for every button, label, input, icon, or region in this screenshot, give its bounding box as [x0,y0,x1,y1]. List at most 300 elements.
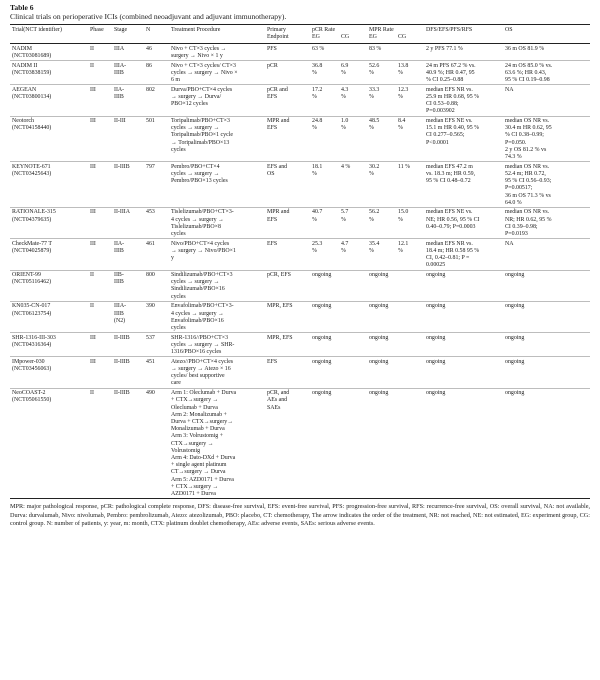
cell-text: 63.6 %; HR 0.43, [505,69,547,76]
cell-text: 40.7 [312,209,323,216]
cell-procedure [169,333,265,357]
cell-text: % [312,216,317,223]
cell-pcr-eg [310,388,339,499]
cell-text: AEs and [267,397,288,404]
cell-endpoint [265,333,310,357]
cell-text: ORIENT-99 [12,272,41,279]
cell-text: cycles [171,231,186,238]
cell-phase [88,357,112,388]
cell-text: RATIONALE-315 [12,209,56,216]
cell-text: 490 [146,390,155,397]
cell-text: 18.1 [312,163,323,170]
cell-text: 4.7 [341,240,349,247]
cell-procedure [169,239,265,270]
header-pcr-eg: pCR Rate EG [312,27,336,41]
header-dfs: DFS/EFS/PFS/RFS [426,27,473,33]
cell-pcr-cg [339,388,367,499]
table-row [10,116,590,162]
cell-text: ongoing [505,272,525,279]
cell-procedure [169,207,265,238]
cell-text: Durva/PBO+CT×4 cycles [171,86,233,93]
cell-text: 74.3 % [505,154,522,161]
cell-mpr-cg [396,301,424,332]
cell-text: ongoing [312,358,332,365]
cell-text: median OS NR vs. [505,163,550,170]
cell-text: EFS [267,240,278,247]
cell-text: ongoing [369,272,389,279]
cell-text: 390 [146,303,155,310]
cell-pcr-cg [339,301,367,332]
cell-text: 63 % [312,45,325,52]
cell-text: pCR, EFS [267,272,291,279]
cell-text: → surgery → Nivo/PBO×1 [171,247,236,254]
cell-text: surgery → Nivo × 1 y [171,52,223,59]
cell-procedure [169,357,265,388]
cell-pcr-eg [310,207,339,238]
cell-text: EFS and [267,163,288,170]
cell-text: 11 % [398,163,411,170]
cell-text: SHR-1316//PBO+CT×3 [171,334,229,341]
cell-text: CI, 0.42–0.81; P = [426,255,470,262]
cell-text: Atezo//PBO+CT×4 cycles [171,358,234,365]
cell-stage [112,162,144,208]
cell-mpr-eg [367,207,396,238]
cell-pcr-cg [339,270,367,301]
cell-text: Volrustomig [171,447,201,454]
cell-procedure [169,388,265,499]
cell-pcr-cg [339,239,367,270]
cell-procedure [169,116,265,162]
cell-stage [112,207,144,238]
cell-text: Arm 1: Oleclumab + Durva [171,390,237,397]
cell-pcr-eg [310,357,339,388]
cell-stage [112,44,144,61]
cell-trial [10,207,88,238]
cell-text: 36.8 [312,62,323,69]
cell-text: (NCT06123754) [12,310,52,317]
cell-text: % [312,247,317,254]
cell-text: pCR [267,62,278,69]
cell-text: 18.4 m; HR 0.58 95 % [426,247,480,254]
cell-text: ongoing [426,272,446,279]
cell-stage [112,357,144,388]
cell-text: % CI 0.38–0.99; [505,132,544,139]
cell-text: cycles → surgery → Nivo × [171,69,238,76]
cell-text: NA [505,240,514,247]
cell-text: Tislelizumab/PBO+CT×3- [171,209,234,216]
cell-text: 6 m [171,77,180,83]
table-header-row [10,25,590,44]
header-pcr-cg: CG [341,34,350,41]
cell-trial [10,85,88,116]
table-label: Table 6 [10,3,34,12]
cell-phase [88,333,112,357]
cell-procedure [169,162,265,208]
cell-text: Sindilizumab/PBO×16 [171,286,225,293]
cell-text: IIIB [114,279,124,286]
cell-text: 0.00025 [426,262,446,269]
cell-text: % [341,93,346,100]
cell-procedure [169,44,265,61]
cell-text: Envafolimab/PBO×16 [171,317,224,324]
cell-trial [10,61,88,85]
trials-table [10,24,590,499]
header-os: OS [505,27,513,33]
cell-text: 17.2 [312,86,323,93]
cell-stage [112,116,144,162]
cell-text: ongoing [426,390,446,397]
header-trial: Trial(NCT identifier) [12,27,62,33]
table-row [10,61,590,85]
cell-endpoint [265,44,310,61]
cell-text: II [90,45,94,52]
cell-dfs [424,85,503,116]
cell-text: median OS NR vs. [505,118,550,125]
cell-procedure [169,270,265,301]
cell-os [503,162,590,208]
cell-text: % [398,216,403,223]
cell-pcr-eg [310,85,339,116]
header-procedure: Treatment Procedure [171,27,221,33]
cell-text: pCR, and [267,390,290,397]
document-page [10,0,590,529]
cell-text: IIIB [114,247,124,254]
cell-os [503,357,590,388]
cell-text: EFS [267,125,278,132]
cell-text: 797 [146,163,155,170]
cell-text: 800 [146,272,155,279]
cell-text: Neotorch [12,118,34,125]
cell-text: OS [267,170,275,177]
cell-trial [10,333,88,357]
cell-text: Pembro/PBO+CT×4 [171,163,220,170]
cell-os [503,301,590,332]
cell-text: 83 % [369,45,382,52]
cell-text: (NCT04025879) [12,247,52,254]
cell-text: (NCT04158440) [12,125,52,132]
cell-procedure [169,61,265,85]
cell-text: % [369,216,374,223]
table-row [10,333,590,357]
cell-text: Envafolimab/PBO+CT×3- [171,303,234,310]
cell-text: ongoing [505,390,525,397]
cell-text: + CTX→surgery → [171,483,219,490]
cell-endpoint [265,301,310,332]
cell-text: 30.2 [369,163,380,170]
cell-text: AZD0171 + Durva [171,490,216,497]
cell-text: ongoing [312,334,332,341]
cell-text: % [398,69,403,76]
cell-text: IIB- [114,272,124,279]
cell-mpr-cg [396,116,424,162]
cell-text: 15.1 m HR 0.40, 95 % [426,125,480,132]
cell-text: IIIB [114,310,124,317]
cell-n [144,85,169,116]
cell-text: NADIM II [12,62,38,69]
cell-trial [10,116,88,162]
cell-text: 2 y PFS 77.1 % [426,45,463,52]
cell-pcr-eg [310,333,339,357]
cell-os [503,44,590,61]
cell-text: Arm 4: Dato-DXd + Durva [171,454,236,461]
cell-text: % [312,170,317,177]
cell-text: ongoing [369,358,389,365]
cell-text: % [341,247,346,254]
cell-text: PBO×12 cycles [171,101,208,108]
cell-stage [112,85,144,116]
cell-text: EFS [267,216,278,223]
cell-n [144,333,169,357]
cell-trial [10,162,88,208]
cell-text: (NCT03800134) [12,93,52,100]
cell-text: 56.2 [369,209,380,216]
cell-text: Pembro/PBO×13 cycles [171,178,228,185]
cell-text: ongoing [312,272,332,279]
cell-text: cycles [171,325,186,331]
cell-text: CI 0.53–0.88; [426,101,459,108]
cell-mpr-eg [367,239,396,270]
cell-text: MPR and [267,209,290,216]
cell-text: median EFS NR vs. [426,86,473,93]
cell-text: EFS [267,93,278,100]
cell-text: % [398,93,403,100]
cell-text: 4 cycles → surgery → [171,310,224,317]
cell-pcr-cg [339,207,367,238]
cell-text: II-IIIB [114,334,130,341]
table-row [10,357,590,388]
cell-text: ongoing [369,390,389,397]
cell-pcr-eg [310,162,339,208]
cell-mpr-cg [396,239,424,270]
cell-dfs [424,207,503,238]
header-endpoint: Primary Endpoint [267,27,289,41]
cell-phase [88,162,112,208]
cell-text: (NCT03838159) [12,69,52,76]
cell-text: % [398,125,403,132]
cell-text: CTX→surgery → [171,440,214,447]
table-row [10,85,590,116]
cell-os [503,61,590,85]
cell-mpr-eg [367,301,396,332]
cell-text: NE; HR 0.56, 95 % CI [426,216,480,223]
cell-text: SHR-1316-III-303 [12,334,56,341]
cell-text: Arm 2: Monalizumab + [171,411,227,418]
cell-pcr-eg [310,301,339,332]
cell-n [144,388,169,499]
cell-endpoint [265,85,310,116]
cell-text: Sindilizumab/PBO+CT×3 [171,272,233,279]
cell-text: IMpower-030 [12,358,45,365]
cell-text: 6.9 [341,62,349,69]
table-caption: Clinical trials on perioperative ICIs (combined neoadjuvant and adjuvant immunotherapy). [10,12,287,21]
table-row [10,388,590,499]
cell-text: ongoing [426,358,446,365]
cell-pcr-eg [310,239,339,270]
cell-trial [10,388,88,499]
cell-text: ongoing [426,303,446,310]
cell-text: III [90,358,96,365]
cell-pcr-cg [339,333,367,357]
cell-text: cycles [171,293,186,300]
cell-text: 802 [146,86,155,93]
cell-text: P=0.0193 [505,231,528,238]
cell-text: 2 y OS 81.2 % vs [505,146,547,153]
cell-text: 13.8 [398,62,409,69]
cell-n [144,357,169,388]
cell-text: 86 [146,62,152,69]
cell-text: NADIM [12,45,32,52]
cell-text: 95 % CI 0.48–0.72 [426,178,471,185]
cell-mpr-cg [396,388,424,499]
cell-text: pCR and [267,86,288,93]
cell-mpr-eg [367,270,396,301]
cell-text: Nivo/PBO+CT×4 cycles [171,240,230,247]
cell-stage [112,301,144,332]
cell-text: II-IIIB [114,390,130,397]
cell-dfs [424,61,503,85]
cell-mpr-eg [367,44,396,61]
cell-text: 52.4 m; HR 0.72, [505,170,546,177]
table-row [10,44,590,61]
cell-text: % [341,216,346,223]
cell-endpoint [265,270,310,301]
cell-pcr-cg [339,357,367,388]
table-body [10,44,590,499]
cell-text: CI 0.39–0.98; [505,223,538,230]
cell-text: 40.9 %; HR 0.47, 95 [426,69,475,76]
cell-stage [112,388,144,499]
cell-text: 25.3 [312,240,323,247]
cell-phase [88,270,112,301]
cell-text: IIIA [114,45,125,52]
cell-text: ongoing [312,303,332,310]
cell-text: (NCT04379635) [12,216,52,223]
cell-mpr-cg [396,162,424,208]
cell-dfs [424,388,503,499]
cell-mpr-eg [367,61,396,85]
table-row [10,162,590,208]
cell-text: II-IIIB [114,163,130,170]
cell-mpr-eg [367,333,396,357]
cell-stage [112,270,144,301]
cell-text: % [369,93,374,100]
cell-os [503,116,590,162]
cell-text: III [90,163,96,170]
cell-procedure [169,85,265,116]
cell-text: 537 [146,334,155,341]
cell-text: AEGEAN [12,86,37,93]
cell-text: II [90,303,94,310]
cell-mpr-eg [367,85,396,116]
cell-trial [10,239,88,270]
cell-text: EFS [267,358,278,365]
cell-endpoint [265,207,310,238]
cell-text: CI 0.277–0.565; [426,132,465,139]
cell-n [144,162,169,208]
cell-text: ongoing [426,334,446,341]
cell-text: III [90,240,96,247]
cell-text: + CTX→surgery → [171,397,219,404]
header-mpr-eg: MPR Rate EG [369,27,394,41]
cell-text: Monalizumab + Durva [171,426,225,433]
cell-text: MPR and [267,118,290,125]
cell-text: II-IIIB [114,358,130,365]
cell-text: PFS [267,45,277,52]
cell-procedure [169,301,265,332]
cell-text: II [90,62,94,69]
cell-text: Toripalimab/PBO+CT×3 [171,118,230,125]
cell-n [144,61,169,85]
cell-text: 4.3 [341,86,349,93]
cell-text: 12.3 [398,86,409,93]
cell-text: ongoing [369,334,389,341]
cell-text: ongoing [312,390,332,397]
cell-phase [88,239,112,270]
cell-text: IIIB [114,69,124,76]
cell-endpoint [265,239,310,270]
cell-os [503,239,590,270]
cell-text: (NCT03425643) [12,170,52,177]
cell-text: II [90,272,94,279]
cell-text: (NCT03081689) [12,52,52,59]
cell-text: 95 % CI 0.56–0.93; [505,178,552,185]
cell-text: % [341,125,346,132]
cell-n [144,44,169,61]
cell-text: 33.3 [369,86,380,93]
cell-text: P=0.003902 [426,108,455,115]
cell-stage [112,239,144,270]
cell-text: IIIA- [114,62,127,69]
cell-text: ongoing [505,303,525,310]
cell-dfs [424,239,503,270]
cell-phase [88,207,112,238]
cell-text: CT→surgery → Durva [171,469,226,476]
cell-text: (NCT04316364) [12,341,52,348]
cell-text: ongoing [505,358,525,365]
cell-endpoint [265,61,310,85]
cell-text: 1.0 [341,118,349,125]
cell-text: Toripalimab/PBO×1 cycle [171,132,233,139]
cell-mpr-cg [396,270,424,301]
cell-text: vs. 18.3 m; HR 0.59, [426,170,476,177]
cell-text: P<0.0001 [426,139,449,146]
cell-text: III [90,209,96,216]
cell-phase [88,61,112,85]
header-n: N [146,27,151,33]
cell-text: cycles → surgery → SHR- [171,341,235,348]
cell-text: 4 % [341,163,351,170]
cell-text: + single agent platinum [171,462,227,469]
cell-trial [10,301,88,332]
cell-text: KEYNOTE-671 [12,163,51,170]
cell-dfs [424,270,503,301]
cell-os [503,333,590,357]
cell-text: cycles → surgery → [171,125,220,132]
cell-text: % [398,247,403,254]
table-row [10,270,590,301]
cell-trial [10,357,88,388]
cell-text: → surgery → Durva/ [171,93,222,100]
cell-pcr-cg [339,44,367,61]
cell-pcr-cg [339,85,367,116]
cell-text: 52.6 [369,62,380,69]
cell-text: 1316/PBO×16 cycles [171,349,222,356]
cell-mpr-eg [367,162,396,208]
cell-stage [112,61,144,85]
cell-text: 46 [146,45,152,52]
cell-os [503,85,590,116]
cell-text: ongoing [369,303,389,310]
